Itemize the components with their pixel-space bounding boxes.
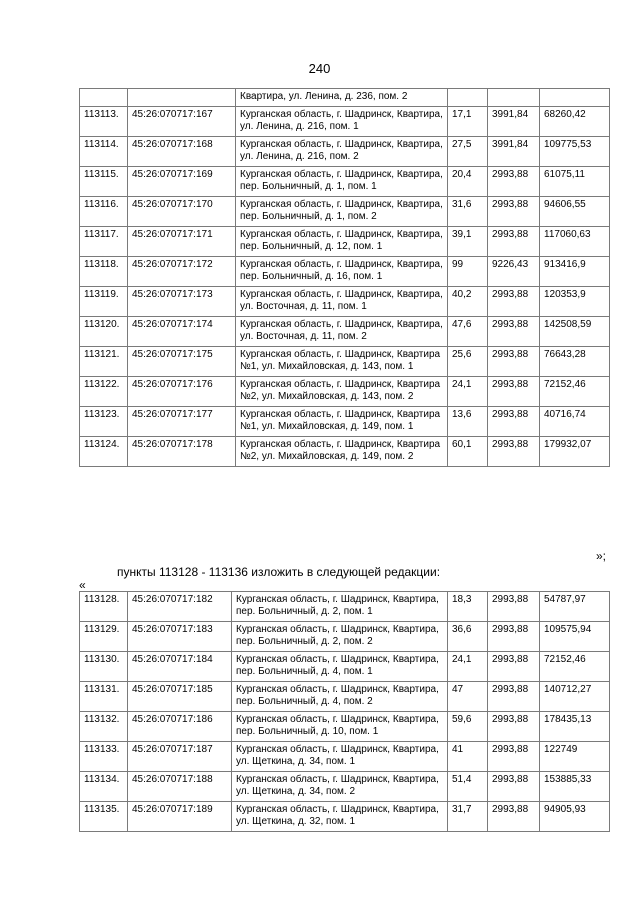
cadastral-number-cell: 45:26:070717:184 bbox=[128, 652, 232, 682]
cadastral-number-cell: 45:26:070717:174 bbox=[128, 317, 236, 347]
table-row bbox=[80, 347, 610, 377]
row-number-cell: 113129. bbox=[80, 622, 128, 652]
area-cell: 27,5 bbox=[448, 137, 488, 167]
table-row bbox=[80, 287, 610, 317]
address-cell: Курганская область, г. Шадринск, Квартира, пер. Больничный, д. 4, пом. 2 bbox=[232, 682, 448, 712]
cadastral-number-cell: 45:26:070717:189 bbox=[128, 802, 232, 832]
property-table-amended bbox=[79, 591, 610, 832]
cadastral-number-cell: 45:26:070717:185 bbox=[128, 682, 232, 712]
cadastral-value-cell bbox=[540, 89, 610, 107]
address-cell: Курганская область, г. Шадринск, Квартира, пер. Больничный, д. 1, пом. 1 bbox=[236, 167, 448, 197]
opening-quote: « bbox=[79, 578, 86, 592]
row-number-cell: 113114. bbox=[80, 137, 128, 167]
rate-cell: 2993,88 bbox=[488, 407, 540, 437]
address-cell: Курганская область, г. Шадринск, Квартира, ул. Щеткина, д. 32, пом. 1 bbox=[232, 802, 448, 832]
address-cell: Курганская область, г. Шадринск, Квартира, пер. Больничный, д. 2, пом. 2 bbox=[232, 622, 448, 652]
row-number-cell: 113133. bbox=[80, 742, 128, 772]
cadastral-number-cell: 45:26:070717:170 bbox=[128, 197, 236, 227]
rate-cell: 2993,88 bbox=[488, 287, 540, 317]
table-row bbox=[80, 89, 610, 107]
cadastral-number-cell bbox=[128, 89, 236, 107]
row-number-cell bbox=[80, 89, 128, 107]
cadastral-number-cell: 45:26:070717:169 bbox=[128, 167, 236, 197]
address-cell: Курганская область, г. Шадринск, Квартира №1, ул. Михайловская, д. 149, пом. 1 bbox=[236, 407, 448, 437]
cadastral-number-cell: 45:26:070717:177 bbox=[128, 407, 236, 437]
row-number-cell: 113122. bbox=[80, 377, 128, 407]
closing-quote: »; bbox=[596, 549, 607, 563]
address-cell: Курганская область, г. Шадринск, Квартира №1, ул. Михайловская, д. 143, пом. 1 bbox=[236, 347, 448, 377]
table-row bbox=[80, 167, 610, 197]
address-cell: Курганская область, г. Шадринск, Квартира, пер. Больничный, д. 16, пом. 1 bbox=[236, 257, 448, 287]
address-cell: Курганская область, г. Шадринск, Квартира №2, ул. Михайловская, д. 143, пом. 2 bbox=[236, 377, 448, 407]
cadastral-value-cell: 122749 bbox=[540, 742, 610, 772]
rate-cell: 2993,88 bbox=[488, 377, 540, 407]
table-row bbox=[80, 257, 610, 287]
rate-cell: 2993,88 bbox=[488, 437, 540, 467]
cadastral-value-cell: 68260,42 bbox=[540, 107, 610, 137]
row-number-cell: 113116. bbox=[80, 197, 128, 227]
area-cell: 99 bbox=[448, 257, 488, 287]
cadastral-value-cell: 120353,9 bbox=[540, 287, 610, 317]
table-row bbox=[80, 682, 610, 712]
address-cell: Курганская область, г. Шадринск, Квартира, ул. Восточная, д. 11, пом. 2 bbox=[236, 317, 448, 347]
row-number-cell: 113130. bbox=[80, 652, 128, 682]
row-number-cell: 113117. bbox=[80, 227, 128, 257]
area-cell: 17,1 bbox=[448, 107, 488, 137]
address-cell: Курганская область, г. Шадринск, Квартира, ул. Щеткина, д. 34, пом. 2 bbox=[232, 772, 448, 802]
area-cell: 20,4 bbox=[448, 167, 488, 197]
cadastral-number-cell: 45:26:070717:188 bbox=[128, 772, 232, 802]
row-number-cell: 113115. bbox=[80, 167, 128, 197]
row-number-cell: 113120. bbox=[80, 317, 128, 347]
rate-cell: 2993,88 bbox=[488, 772, 540, 802]
address-cell: Курганская область, г. Шадринск, Квартира №2, ул. Михайловская, д. 149, пом. 2 bbox=[236, 437, 448, 467]
cadastral-value-cell: 72152,46 bbox=[540, 377, 610, 407]
row-number-cell: 113132. bbox=[80, 712, 128, 742]
area-cell: 47 bbox=[448, 682, 488, 712]
table-row bbox=[80, 317, 610, 347]
rate-cell: 2993,88 bbox=[488, 167, 540, 197]
cadastral-number-cell: 45:26:070717:182 bbox=[128, 592, 232, 622]
cadastral-number-cell: 45:26:070717:187 bbox=[128, 742, 232, 772]
table-row bbox=[80, 592, 610, 622]
table-row bbox=[80, 437, 610, 467]
row-number-cell: 113121. bbox=[80, 347, 128, 377]
rate-cell: 2993,88 bbox=[488, 622, 540, 652]
row-number-cell: 113135. bbox=[80, 802, 128, 832]
address-cell: Квартира, ул. Ленина, д. 236, пом. 2 bbox=[236, 89, 448, 107]
table-row bbox=[80, 227, 610, 257]
cadastral-value-cell: 109575,94 bbox=[540, 622, 610, 652]
row-number-cell: 113124. bbox=[80, 437, 128, 467]
area-cell: 40,2 bbox=[448, 287, 488, 317]
cadastral-value-cell: 72152,46 bbox=[540, 652, 610, 682]
area-cell bbox=[448, 89, 488, 107]
rate-cell: 2993,88 bbox=[488, 802, 540, 832]
table-row bbox=[80, 652, 610, 682]
area-cell: 31,7 bbox=[448, 802, 488, 832]
cadastral-value-cell: 54787,97 bbox=[540, 592, 610, 622]
row-number-cell: 113123. bbox=[80, 407, 128, 437]
area-cell: 31,6 bbox=[448, 197, 488, 227]
area-cell: 51,4 bbox=[448, 772, 488, 802]
rate-cell: 2993,88 bbox=[488, 347, 540, 377]
table-row bbox=[80, 137, 610, 167]
amendment-instruction: пункты 113128 - 113136 изложить в следующей редакции: bbox=[117, 565, 441, 579]
cadastral-value-cell: 61075,11 bbox=[540, 167, 610, 197]
page-number: 240 bbox=[308, 61, 331, 76]
cadastral-value-cell: 40716,74 bbox=[540, 407, 610, 437]
area-cell: 39,1 bbox=[448, 227, 488, 257]
cadastral-number-cell: 45:26:070717:168 bbox=[128, 137, 236, 167]
row-number-cell: 113134. bbox=[80, 772, 128, 802]
cadastral-value-cell: 94905,93 bbox=[540, 802, 610, 832]
table-row bbox=[80, 377, 610, 407]
row-number-cell: 113131. bbox=[80, 682, 128, 712]
cadastral-number-cell: 45:26:070717:171 bbox=[128, 227, 236, 257]
address-cell: Курганская область, г. Шадринск, Квартира, пер. Больничный, д. 2, пом. 1 bbox=[232, 592, 448, 622]
table-row bbox=[80, 622, 610, 652]
area-cell: 24,1 bbox=[448, 652, 488, 682]
rate-cell: 3991,84 bbox=[488, 107, 540, 137]
cadastral-value-cell: 179932,07 bbox=[540, 437, 610, 467]
rate-cell bbox=[488, 89, 540, 107]
area-cell: 13,6 bbox=[448, 407, 488, 437]
table-row bbox=[80, 107, 610, 137]
cadastral-number-cell: 45:26:070717:176 bbox=[128, 377, 236, 407]
cadastral-number-cell: 45:26:070717:178 bbox=[128, 437, 236, 467]
address-cell: Курганская область, г. Шадринск, Квартира, пер. Больничный, д. 4, пом. 1 bbox=[232, 652, 448, 682]
table-row bbox=[80, 712, 610, 742]
cadastral-value-cell: 913416,9 bbox=[540, 257, 610, 287]
area-cell: 47,6 bbox=[448, 317, 488, 347]
address-cell: Курганская область, г. Шадринск, Квартира, пер. Больничный, д. 1, пом. 2 bbox=[236, 197, 448, 227]
area-cell: 25,6 bbox=[448, 347, 488, 377]
property-table-continued bbox=[79, 88, 610, 467]
area-cell: 60,1 bbox=[448, 437, 488, 467]
rate-cell: 9226,43 bbox=[488, 257, 540, 287]
cadastral-number-cell: 45:26:070717:183 bbox=[128, 622, 232, 652]
cadastral-value-cell: 178435,13 bbox=[540, 712, 610, 742]
row-number-cell: 113118. bbox=[80, 257, 128, 287]
address-cell: Курганская область, г. Шадринск, Квартира, ул. Ленина, д. 216, пом. 1 bbox=[236, 107, 448, 137]
cadastral-number-cell: 45:26:070717:173 bbox=[128, 287, 236, 317]
rate-cell: 2993,88 bbox=[488, 317, 540, 347]
rate-cell: 2993,88 bbox=[488, 742, 540, 772]
address-cell: Курганская область, г. Шадринск, Квартира, ул. Ленина, д. 216, пом. 2 bbox=[236, 137, 448, 167]
area-cell: 36,6 bbox=[448, 622, 488, 652]
rate-cell: 2993,88 bbox=[488, 197, 540, 227]
address-cell: Курганская область, г. Шадринск, Квартира, ул. Восточная, д. 11, пом. 1 bbox=[236, 287, 448, 317]
table-row bbox=[80, 197, 610, 227]
area-cell: 41 bbox=[448, 742, 488, 772]
row-number-cell: 113128. bbox=[80, 592, 128, 622]
rate-cell: 2993,88 bbox=[488, 682, 540, 712]
area-cell: 18,3 bbox=[448, 592, 488, 622]
rate-cell: 3991,84 bbox=[488, 137, 540, 167]
rate-cell: 2993,88 bbox=[488, 227, 540, 257]
table-row bbox=[80, 407, 610, 437]
rate-cell: 2993,88 bbox=[488, 712, 540, 742]
cadastral-value-cell: 117060,63 bbox=[540, 227, 610, 257]
table-row bbox=[80, 742, 610, 772]
cadastral-value-cell: 76643,28 bbox=[540, 347, 610, 377]
table-row bbox=[80, 802, 610, 832]
address-cell: Курганская область, г. Шадринск, Квартира, пер. Больничный, д. 12, пом. 1 bbox=[236, 227, 448, 257]
row-number-cell: 113119. bbox=[80, 287, 128, 317]
rate-cell: 2993,88 bbox=[488, 592, 540, 622]
address-cell: Курганская область, г. Шадринск, Квартира, ул. Щеткина, д. 34, пом. 1 bbox=[232, 742, 448, 772]
cadastral-number-cell: 45:26:070717:175 bbox=[128, 347, 236, 377]
table-row bbox=[80, 772, 610, 802]
cadastral-number-cell: 45:26:070717:167 bbox=[128, 107, 236, 137]
cadastral-value-cell: 153885,33 bbox=[540, 772, 610, 802]
cadastral-number-cell: 45:26:070717:172 bbox=[128, 257, 236, 287]
rate-cell: 2993,88 bbox=[488, 652, 540, 682]
address-cell: Курганская область, г. Шадринск, Квартира, пер. Больничный, д. 10, пом. 1 bbox=[232, 712, 448, 742]
cadastral-value-cell: 109775,53 bbox=[540, 137, 610, 167]
cadastral-value-cell: 140712,27 bbox=[540, 682, 610, 712]
cadastral-value-cell: 142508,59 bbox=[540, 317, 610, 347]
row-number-cell: 113113. bbox=[80, 107, 128, 137]
area-cell: 59,6 bbox=[448, 712, 488, 742]
area-cell: 24,1 bbox=[448, 377, 488, 407]
cadastral-number-cell: 45:26:070717:186 bbox=[128, 712, 232, 742]
cadastral-value-cell: 94606,55 bbox=[540, 197, 610, 227]
